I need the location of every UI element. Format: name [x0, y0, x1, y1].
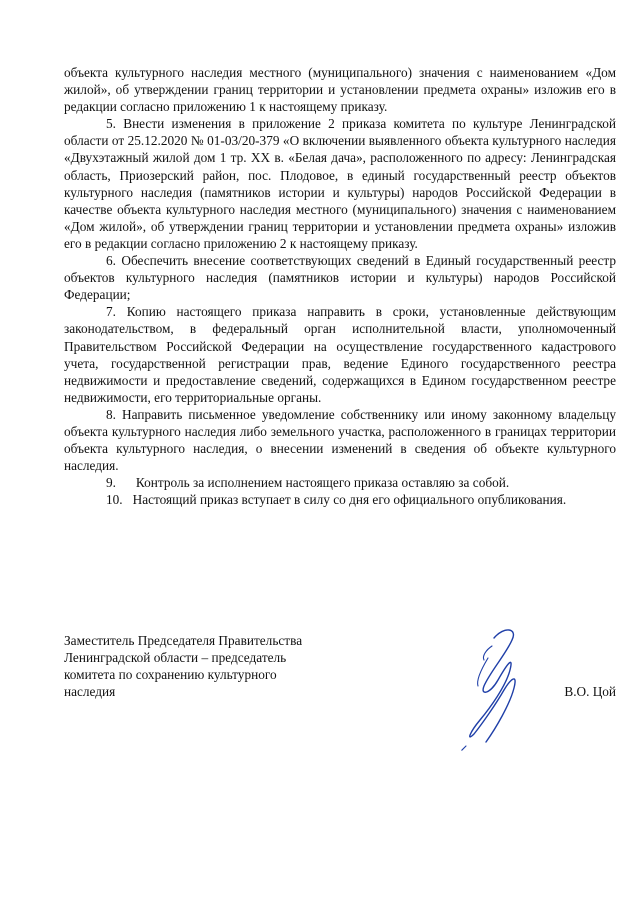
signature-stroke: [462, 746, 466, 750]
signer-name: В.О. Цой: [564, 684, 616, 699]
paragraph-item-8: 8. Направить письменное уведомление собственнику или иному законному владельцу объекта культурного наследия либо земельного участка, расположенного в границах территории объекта культурного наследия, о внесении изменений в сведения об объекте культурного наследия.: [64, 406, 616, 474]
paragraph-continuation: объекта культурного наследия местного (муниципального) значения с наименованием «Дом жилой», об утверждении границ территории и установлении предмета охраны» изложив его в редакции согласно приложению 1 к настоящему приказу.: [64, 65, 616, 115]
signature-block: [64, 632, 616, 782]
paragraph-item-5: 5. Внести изменения в приложение 2 приказа комитета по культуре Ленинградской области от 25.12.2020 № 01-03/20-379 «О включении выявленного объекта культурного наследия «Двухэтажный жилой дом 1 тр. XX в. «Белая дача», расположенного по адресу: Ленинградская область, Приозерский район, пос. Плодовое, в единый государственный реестр объектов культурного наследия (памятников истории и культуры) народов Российской Федерации в качестве объекта культурного наследия местного (муниципального) значения с наименованием «Дом жилой», об утверждении границ территории и установлении предмета охраны» изложив его в редакции согласно приложению 2 к настоящему приказу.: [64, 116, 616, 251]
paragraph-item-7: 7. Копию настоящего приказа направить в сроки, установленные действующим законодательством, в федеральный орган исполнительной власти, уполномоченный Правительством Российской Федерации на осуществление государственного кадастрового учета, государственной регистрации прав, ведение Единого государственного реестра недвижимости и предоставление сведений, содержащихся в Едином государственном реестре недвижимости, его территориальные органы.: [64, 304, 616, 405]
signer-position-title: [64, 632, 364, 700]
signer-title-line: комитета по сохранению культурного: [64, 667, 277, 683]
paragraph-item-6: 6. Обеспечить внесение соответствующих сведений в Единый государственный реестр объектов культурного наследия (памятников истории и культуры) народов Российской Федерации;: [64, 253, 616, 303]
signature-stroke: [470, 630, 515, 742]
paragraph-item-10: 10. Настоящий приказ вступает в силу со дня его официального опубликования.: [106, 492, 567, 508]
signature-stroke: [478, 646, 492, 686]
signer-title-line: наследия: [64, 684, 116, 700]
signer-title-line: Ленинградской области – председатель: [64, 650, 287, 666]
handwritten-signature: [426, 624, 546, 754]
order-body-text: [64, 64, 616, 508]
paragraph-item-9: 9. Контроль за исполнением настоящего приказа оставляю за собой.: [106, 475, 510, 491]
signer-title-line: Заместитель Председателя Правительства: [64, 633, 303, 648]
